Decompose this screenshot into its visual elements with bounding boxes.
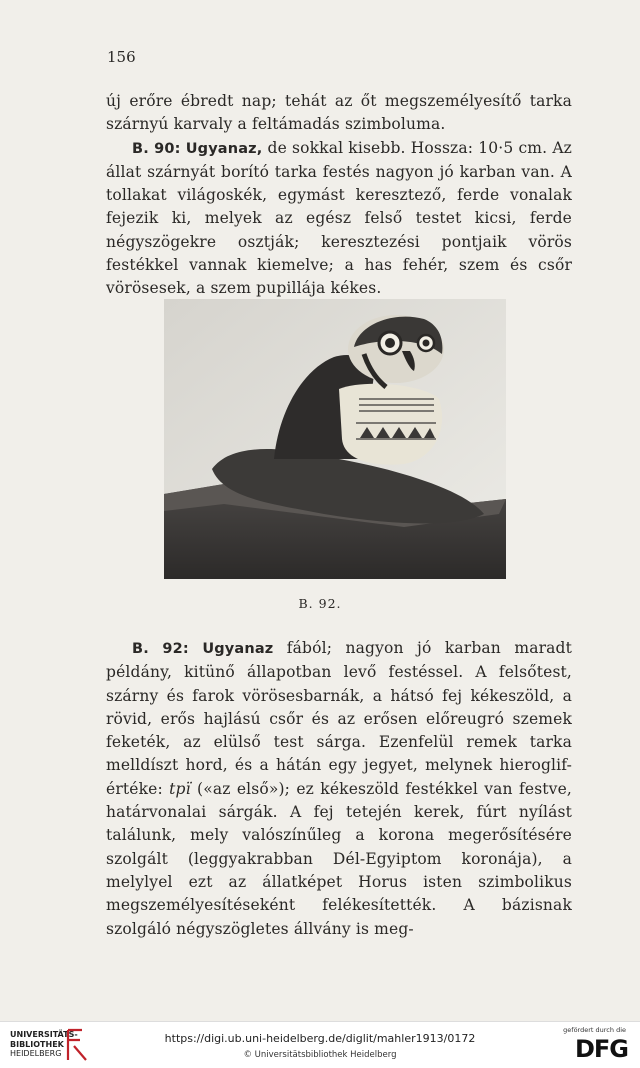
dfg-logo: DFG xyxy=(574,1035,628,1063)
entry-b90 xyxy=(106,137,572,301)
entry-b92-text-2: («az első»); ez kékeszöld festékkel van festve, határvonalai sárgák. A fej tetején kerek, fúrt nyílást találunk, mely valószínűleg a korona megerősítésére szolgált (leggyakrabban Dél-Egyiptom koronája), a melylyel ezt az állatképet Horus isten szimbolikus megszemélyesítéseként felékesítették. A bázisnak szolgáló négyszögletes állvány is meg- xyxy=(106,779,572,938)
falcon-statue-image xyxy=(164,299,506,579)
entry-b92-label: B. 92: Ugyanaz xyxy=(132,641,274,657)
paragraph-b92 xyxy=(106,637,572,941)
funder-note: gefördert durch die xyxy=(563,1026,626,1034)
entry-b92-text-1: fából; nagyon jó karban maradt példány, kitünő állapotban levő festéssel. A felsőtest, szárny és farok vörösesbarnák, a hátsó fej kékeszöld, a rövid, erős hajlású csőr és az erősen előreugró szemek feketék, az elülső test sárga. Ezenfelül remek tarka melldíszt hord, és a hátán egy jegyet, melynek hieroglif-értéke: xyxy=(106,639,572,798)
falcon-figure-photo xyxy=(164,299,506,579)
hieroglyph-value: tpï xyxy=(169,779,191,798)
continuation-text: új erőre ébredt nap; tehát az őt megszemélyesítő tarka szárnyú karvaly a feltámadás szimboluma. xyxy=(106,92,572,134)
footer-bar xyxy=(0,1021,640,1068)
library-line-2: BIBLIOTHEK xyxy=(10,1039,64,1049)
figure-caption: B. 92. xyxy=(298,596,342,611)
entry-b90-label: B. 90: Ugyanaz, xyxy=(132,140,263,157)
page-number: 156 xyxy=(107,48,136,66)
copyright-notice: © Universitätsbibliothek Heidelberg xyxy=(243,1050,397,1060)
paragraph-continuation xyxy=(106,90,572,301)
library-line-1: UNIVERSITÄTS- xyxy=(10,1030,78,1039)
permalink-url[interactable]: https://digi.ub.uni-heidelberg.de/diglit/mahler1913/0172 xyxy=(164,1032,476,1045)
library-line-3: HEIDELBERG xyxy=(10,1049,62,1058)
entry-b90-text: de sokkal kisebb. Hossza: 10·5 cm. Az állat szárnyát borító tarka festés nagyon jó karban van. A tollakat világoskék, egymást keresztező, ferde vonalak fejezik ki, melyek az egész felső testet kicsi, ferde négyszögekre osztják; keresztezési pontjaik vörös festékkel vannak kiemelve; a has fehér, szem és csőr vörösesek, a szem pupillája kékes. xyxy=(106,138,572,298)
entry-b92 xyxy=(106,637,572,941)
